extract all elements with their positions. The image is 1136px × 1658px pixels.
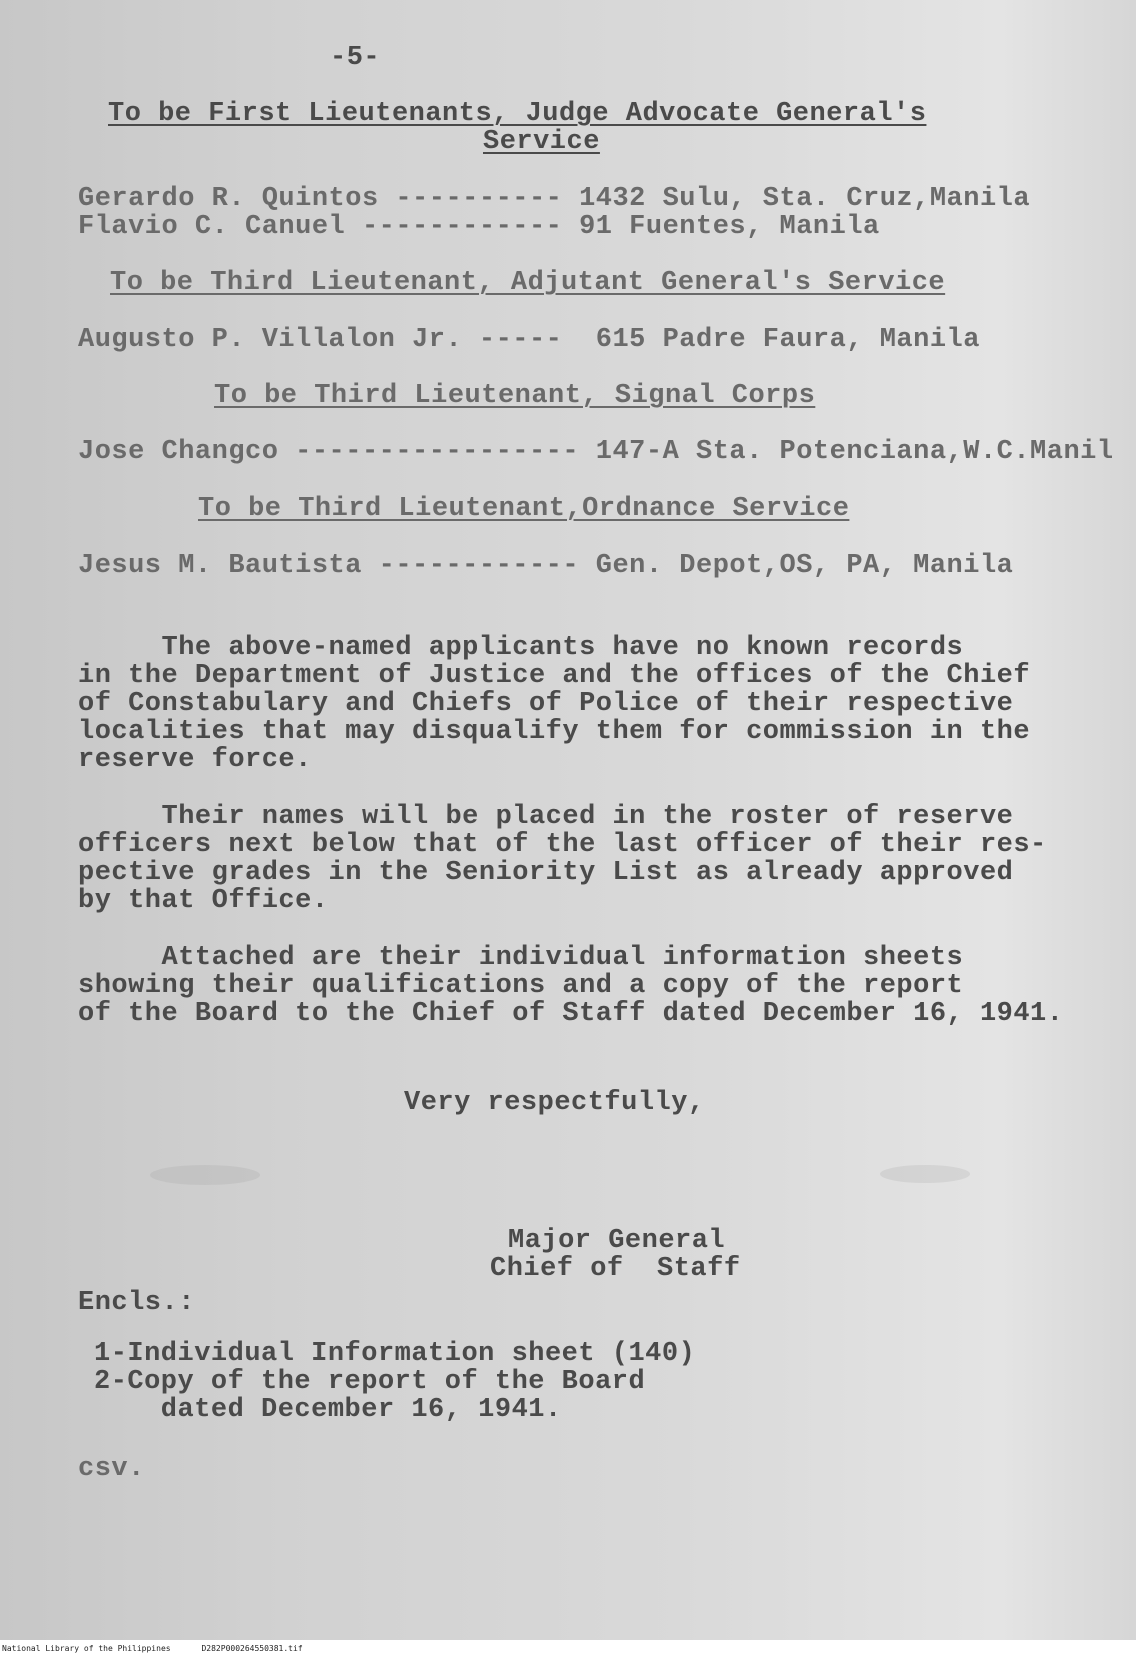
entry-changco: Jose Changco ----------------- 147-A Sta. Potenciana,W.C.Manil xyxy=(78,437,1114,467)
enclosure-item: 2-Copy of the report of the Board xyxy=(94,1367,646,1397)
paragraph-records-line: in the Department of Justice and the offices of the Chief xyxy=(78,661,1031,691)
entry-bautista: Jesus M. Bautista ------------ Gen. Depot,OS, PA, Manila xyxy=(78,551,1014,581)
paragraph-attached-line: Attached are their individual information sheets xyxy=(78,943,964,973)
signature-rank: Major General xyxy=(508,1226,726,1256)
smudge-mark xyxy=(150,1165,260,1185)
archive-footer xyxy=(0,1640,1136,1658)
section-heading-ordnance: To be Third Lieutenant,Ordnance Service xyxy=(198,494,850,524)
page-number: -5- xyxy=(330,43,381,73)
smudge-mark xyxy=(880,1165,970,1183)
paragraph-roster-line: pective grades in the Seniority List as already approved xyxy=(78,858,1014,888)
closing: Very respectfully, xyxy=(404,1088,705,1118)
footer-file: D282P000264550381.tif xyxy=(201,1644,303,1653)
section-heading-jag-line2: Service xyxy=(483,127,600,157)
enclosures-label: Encls.: xyxy=(78,1288,195,1318)
signature-title: Chief of Staff xyxy=(490,1254,741,1284)
section-heading-jag-line1: To be First Lieutenants, Judge Advocate General's xyxy=(108,99,927,129)
paragraph-records-line: localities that may disqualify them for commission in the xyxy=(78,717,1031,747)
paragraph-attached-line: showing their qualifications and a copy of the report xyxy=(78,971,964,1001)
enclosure-item: 1-Individual Information sheet (140) xyxy=(94,1339,696,1369)
enclosure-item: dated December 16, 1941. xyxy=(94,1395,562,1425)
typist-initials: csv. xyxy=(78,1454,145,1484)
section-heading-signal: To be Third Lieutenant, Signal Corps xyxy=(214,381,816,411)
paragraph-attached-line: of the Board to the Chief of Staff dated December 16, 1941. xyxy=(78,999,1064,1029)
section-heading-ag: To be Third Lieutenant, Adjutant General's Service xyxy=(110,268,946,298)
paragraph-roster-line: by that Office. xyxy=(78,886,329,916)
entry-quintos: Gerardo R. Quintos ---------- 1432 Sulu, Sta. Cruz,Manila xyxy=(78,184,1031,214)
paragraph-records-line: The above-named applicants have no known records xyxy=(78,633,964,663)
paragraph-roster-line: Their names will be placed in the roster of reserve xyxy=(78,802,1014,832)
entry-villalon: Augusto P. Villalon Jr. ----- 615 Padre Faura, Manila xyxy=(78,325,980,355)
entry-canuel: Flavio C. Canuel ------------ 91 Fuentes, Manila xyxy=(78,212,880,242)
paragraph-records-line: of Constabulary and Chiefs of Police of their respective xyxy=(78,689,1014,719)
paragraph-records-line: reserve force. xyxy=(78,745,312,775)
footer-source: National Library of the Philippines xyxy=(2,1644,171,1653)
paragraph-roster-line: officers next below that of the last officer of their res- xyxy=(78,830,1047,860)
